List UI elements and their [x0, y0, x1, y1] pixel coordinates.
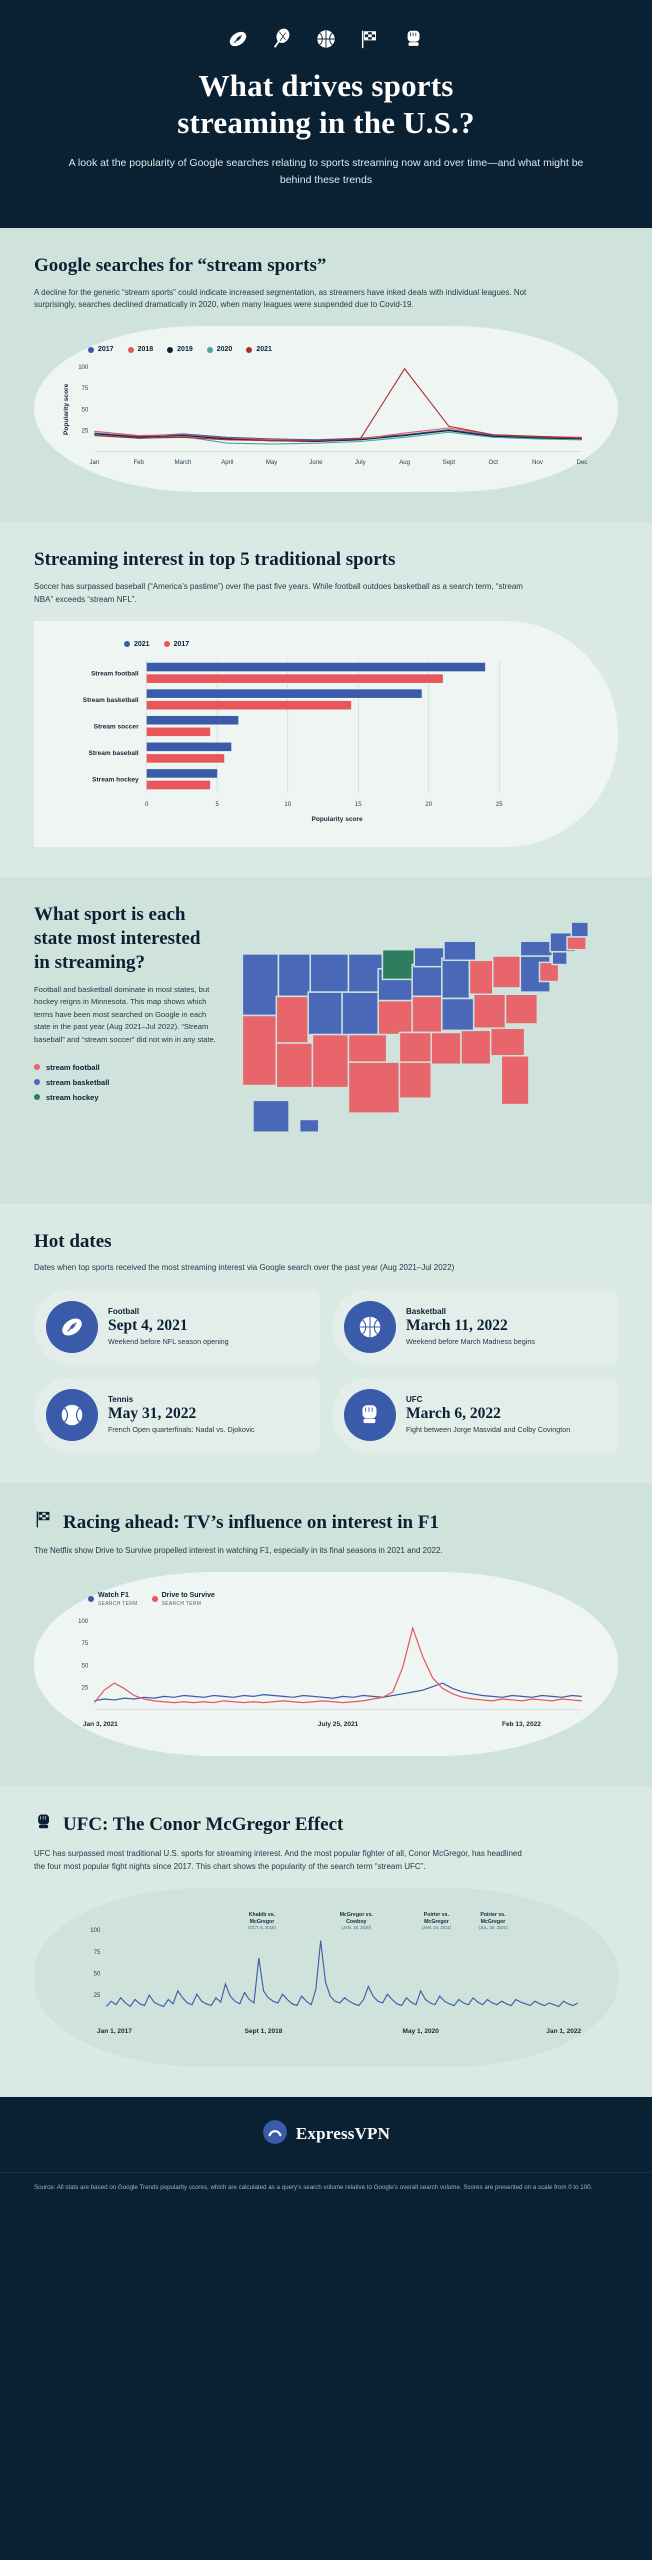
hero-icon-row: [40, 28, 612, 50]
us-map: [236, 903, 618, 1173]
state-mt: [310, 954, 348, 992]
tennis-ball-icon: [46, 1389, 98, 1441]
svg-text:5: 5: [215, 802, 219, 809]
section-ufc: [0, 1786, 652, 2097]
svg-text:15: 15: [354, 802, 362, 809]
state-ar: [399, 1033, 431, 1063]
svg-text:March: March: [174, 460, 192, 467]
state-la: [399, 1062, 431, 1098]
section-f1: [0, 1483, 652, 1786]
legend-item-2021: [124, 641, 150, 648]
state-nv: [276, 997, 308, 1044]
ufc-gloves-icon: [344, 1389, 396, 1441]
svg-text:Stream soccer: Stream soccer: [93, 723, 139, 731]
card-sport: Tennis: [108, 1394, 134, 1404]
checkered-flag-icon: [34, 1509, 54, 1536]
svg-text:Jan 3, 2021: Jan 3, 2021: [82, 1720, 118, 1728]
chart4-card: [34, 1888, 618, 2067]
chart2-plot: [54, 654, 598, 835]
legend-item-2017: [88, 346, 114, 353]
state-pa: [520, 941, 552, 956]
legend-item-watch-f1: [88, 1592, 138, 1607]
state-co: [342, 992, 378, 1034]
legend-item-drive-to-survive: [152, 1592, 215, 1607]
svg-text:Jan 1, 2017: Jan 1, 2017: [97, 2027, 132, 2035]
card-note: Fight between Jorge Masvidal and Colby Covington: [406, 1425, 571, 1435]
map-legend-label: stream basketball: [46, 1077, 110, 1087]
legend-item-2018: [128, 346, 154, 353]
legend-label: 2021: [134, 640, 150, 648]
card-sport: Football: [108, 1306, 140, 1316]
legend-item-2019: [167, 346, 193, 353]
svg-text:Poirier vs.: Poirier vs.: [480, 1911, 506, 1918]
svg-text:20: 20: [425, 802, 433, 809]
state-mn: [382, 950, 414, 980]
football-icon: [46, 1301, 98, 1353]
svg-text:McGregor: McGregor: [424, 1918, 449, 1925]
section6-title: UFC: The Conor McGregor Effect: [63, 1814, 344, 1836]
us-map-svg: [236, 903, 618, 1168]
hot-date-card-ufc: [332, 1377, 618, 1453]
map-legend-label: stream hockey: [46, 1092, 99, 1102]
basketball-icon: [315, 28, 337, 50]
state-ga: [491, 1029, 525, 1057]
state-nm: [312, 1035, 348, 1088]
section-top5-sports: [0, 522, 652, 877]
state-hi: [300, 1120, 319, 1133]
chart3-plot: [54, 1613, 598, 1744]
svg-text:July 25, 2021: July 25, 2021: [317, 1720, 359, 1728]
svg-text:Jan 1, 2022: Jan 1, 2022: [546, 2027, 582, 2035]
svg-text:McGregor: McGregor: [249, 1918, 275, 1925]
svg-text:75: 75: [81, 1641, 89, 1648]
svg-text:Stream football: Stream football: [91, 670, 139, 678]
state-az: [276, 1043, 312, 1088]
map-legend: [34, 1063, 224, 1102]
svg-text:100: 100: [78, 365, 89, 372]
card-note: Weekend before March Madness begins: [406, 1337, 535, 1347]
svg-text:Stream baseball: Stream baseball: [88, 750, 139, 758]
legend-item-2020: [207, 346, 233, 353]
section6-title-row: [34, 1812, 618, 1839]
basketball-icon: [344, 1301, 396, 1353]
svg-text:Nov: Nov: [532, 460, 543, 467]
legend-item-2021: [246, 346, 272, 353]
map-legend-label: stream football: [46, 1062, 100, 1072]
legend-label: Drive to Survive: [161, 1591, 215, 1599]
state-fl: [501, 1056, 529, 1105]
section-state-map: [0, 877, 652, 1203]
section4-title: Hot dates: [34, 1230, 112, 1252]
chart2-card: [34, 621, 618, 847]
svg-text:Feb 13, 2022: Feb 13, 2022: [501, 1720, 541, 1728]
legend-label: Watch F1: [98, 1591, 129, 1599]
svg-text:Poirier vs.: Poirier vs.: [423, 1911, 450, 1918]
expressvpn-logo-icon: [262, 2119, 288, 2150]
card-date: Sept 4, 2021: [108, 1316, 188, 1334]
state-ks: [378, 1001, 412, 1035]
svg-text:100: 100: [78, 1619, 89, 1626]
hot-date-card-tennis: [34, 1377, 320, 1453]
state-ca: [242, 1016, 276, 1086]
svg-text:June: June: [309, 460, 323, 467]
state-ut-wy: [308, 992, 342, 1034]
svg-text:Jan: Jan: [89, 460, 100, 467]
svg-text:Sept: Sept: [442, 460, 456, 467]
svg-text:Popularity score: Popularity score: [311, 816, 363, 824]
ufc-gloves-icon: [34, 1812, 54, 1839]
legend-label: 2020: [216, 346, 233, 354]
svg-text:McGregor: McGregor: [480, 1918, 506, 1925]
section3-title-line1: What sport is each state most interested: [34, 904, 201, 950]
state-tn-ky: [442, 999, 474, 1031]
legend-label: 2018: [137, 346, 154, 354]
section5-title-row: [34, 1509, 618, 1536]
svg-text:Aug: Aug: [399, 460, 410, 467]
state-wa-or: [242, 954, 278, 1016]
svg-text:McGregor vs.: McGregor vs.: [339, 1911, 373, 1918]
chart2-legend: [124, 641, 598, 648]
section-hot-dates: [0, 1204, 652, 1484]
svg-text:April: April: [221, 460, 234, 467]
section5-title: Racing ahead: TV’s influence on interest in F1: [63, 1511, 439, 1533]
state-tx: [348, 1062, 399, 1113]
tennis-racket-icon: [271, 28, 293, 50]
state-nj: [552, 952, 567, 965]
hot-dates-grid: [34, 1289, 618, 1453]
state-id: [278, 954, 310, 996]
svg-text:75: 75: [93, 1949, 101, 1956]
chart4-plot: [54, 1904, 598, 2055]
hero-section: [0, 0, 652, 228]
svg-text:Stream basketball: Stream basketball: [82, 696, 139, 704]
svg-text:Dec: Dec: [576, 460, 588, 467]
chart1-card: [34, 326, 618, 492]
svg-text:(OCT. 6, 2018): (OCT. 6, 2018): [248, 1924, 276, 1930]
state-new-england-n: [571, 922, 588, 937]
legend-label: 2017: [173, 640, 190, 648]
state-ia: [412, 965, 442, 997]
state-ak: [253, 1101, 289, 1133]
chart3-card: [34, 1572, 618, 1756]
card-note: Weekend before NFL season opening: [108, 1337, 229, 1347]
svg-text:(JAN. 24, 2021): (JAN. 24, 2021): [421, 1924, 452, 1930]
card-sport: UFC: [406, 1394, 423, 1404]
svg-text:Cowboy: Cowboy: [346, 1918, 367, 1925]
svg-text:Khabib vs.: Khabib vs.: [248, 1911, 276, 1918]
card-note: French Open quarterfinals: Nadal vs. Djokovic: [108, 1425, 255, 1435]
checkered-flag-icon: [359, 28, 381, 50]
page-title-line1: What drives sports: [198, 68, 454, 103]
state-ms: [431, 1033, 461, 1065]
legend-label: 2019: [177, 346, 193, 354]
brand-name: ExpressVPN: [295, 2124, 391, 2144]
state-il: [442, 958, 470, 998]
page-subtitle: A look at the popularity of Google searches relating to sports streaming now and over time—and what might be behind these trends: [68, 157, 584, 187]
card-date: March 6, 2022: [406, 1404, 501, 1422]
section4-lede: Dates when top sports received the most streaming interest via Google search over the past year (Aug 2021–Jul 2022): [34, 1263, 455, 1273]
ufc-gloves-icon: [403, 28, 425, 50]
hot-date-card-basketball: [332, 1289, 618, 1365]
section3-body: Football and basketball dominate in most states, but hockey reigns in Minnesota. This map shows which terms have been most searched on Google in each state in the past year (Aug 2021–Jul 2022). “Stream baseball” and “stream soccer” did not win in any state.: [34, 984, 216, 1044]
svg-text:0: 0: [145, 802, 149, 809]
card-sport: Basketball: [406, 1306, 447, 1316]
state-ga-n: [474, 995, 506, 1029]
svg-text:50: 50: [93, 1971, 101, 1978]
svg-text:25: 25: [495, 802, 503, 809]
map-legend-basketball: [34, 1078, 224, 1087]
section2-title: Streaming interest in top 5 traditional sports: [34, 549, 396, 571]
legend-item-2017: [164, 641, 190, 648]
svg-text:25: 25: [81, 428, 89, 435]
legend-label: 2021: [256, 346, 272, 354]
svg-text:25: 25: [81, 1685, 89, 1692]
svg-text:25: 25: [93, 1992, 101, 1999]
state-new-england-s: [567, 937, 586, 950]
svg-text:Oct: Oct: [488, 460, 498, 467]
brand-bar: [0, 2097, 652, 2172]
card-date: March 11, 2022: [406, 1316, 508, 1334]
svg-text:50: 50: [81, 1663, 89, 1670]
map-text-column: [34, 903, 224, 1107]
legend-sublabel: SEARCH TERM: [161, 1600, 202, 1607]
state-wi: [414, 948, 444, 967]
state-al: [461, 1031, 491, 1065]
hot-date-card-football: [34, 1289, 320, 1365]
section6-lede: UFC has surpassed most traditional U.S. sports for streaming interest. And the most popular fighter of all, Conor McGregor, has headlined the four most popular fight nights since 2017. This chart shows the popularity of the search term “stream UFC”.: [34, 1848, 522, 1871]
state-mo: [412, 997, 442, 1033]
legend-label: 2017: [98, 346, 114, 354]
chart1-legend: [88, 346, 598, 353]
state-in: [469, 961, 492, 995]
map-legend-hockey: [34, 1093, 224, 1102]
map-legend-football: [34, 1063, 224, 1072]
svg-text:10: 10: [284, 802, 292, 809]
card-date: May 31, 2022: [108, 1404, 197, 1422]
section3-title: [34, 903, 224, 974]
chart1-plot: [54, 359, 598, 480]
state-oh: [493, 956, 521, 988]
page-title-line2: streaming in the U.S.?: [177, 104, 475, 140]
svg-text:Feb: Feb: [133, 460, 144, 467]
legend-sublabel: SEARCH TERM: [98, 1600, 138, 1607]
section3-title-line2: in streaming?: [34, 951, 146, 973]
state-nd-sd: [348, 954, 382, 992]
state-mi: [444, 941, 476, 960]
state-sc-nc: [506, 995, 538, 1025]
chart3-legend: [88, 1592, 598, 1607]
svg-text:Stream hockey: Stream hockey: [92, 776, 139, 784]
svg-text:May 1, 2020: May 1, 2020: [402, 2027, 439, 2035]
section5-lede: The Netflix show Drive to Survive propelled interest in watching F1, especially in its final seasons in 2021 and 2022.: [34, 1546, 443, 1556]
svg-text:100: 100: [90, 1927, 101, 1934]
section1-title: Google searches for “stream sports”: [34, 254, 327, 276]
section2-lede: Soccer has surpassed baseball (“America’s pastime”) over the past five years. While football outdoes basketball as a search term, “stream NBA” exceeds “stream NFL”.: [34, 582, 523, 605]
page-title: [40, 68, 612, 141]
svg-text:Sept 1, 2018: Sept 1, 2018: [244, 2027, 283, 2035]
source-note: Source: All stats are based on Google Trends popularity scores, which are calculated as a query’s search volume relative to Google’s overall search volume. Scores are presented on a scale from 0 to 100.: [0, 2172, 652, 2212]
svg-text:(JAN. 18, 2020): (JAN. 18, 2020): [341, 1924, 372, 1930]
svg-text:May: May: [265, 460, 278, 467]
svg-text:(JUL. 10, 2021): (JUL. 10, 2021): [478, 1924, 508, 1930]
svg-text:75: 75: [81, 386, 89, 393]
svg-text:Popularity score: Popularity score: [63, 384, 71, 436]
state-ok: [348, 1035, 386, 1063]
section-stream-sports: [0, 228, 652, 523]
football-icon: [227, 28, 249, 50]
svg-text:July: July: [354, 460, 366, 467]
section1-lede: A decline for the generic “stream sports” could indicate increased segmentation, as streamers have inked deals with individual leagues. Not surprisingly, searches declined dramatically in 2020, when many leagues were suspended due to Covid-19.: [34, 287, 527, 310]
svg-text:50: 50: [81, 407, 89, 414]
